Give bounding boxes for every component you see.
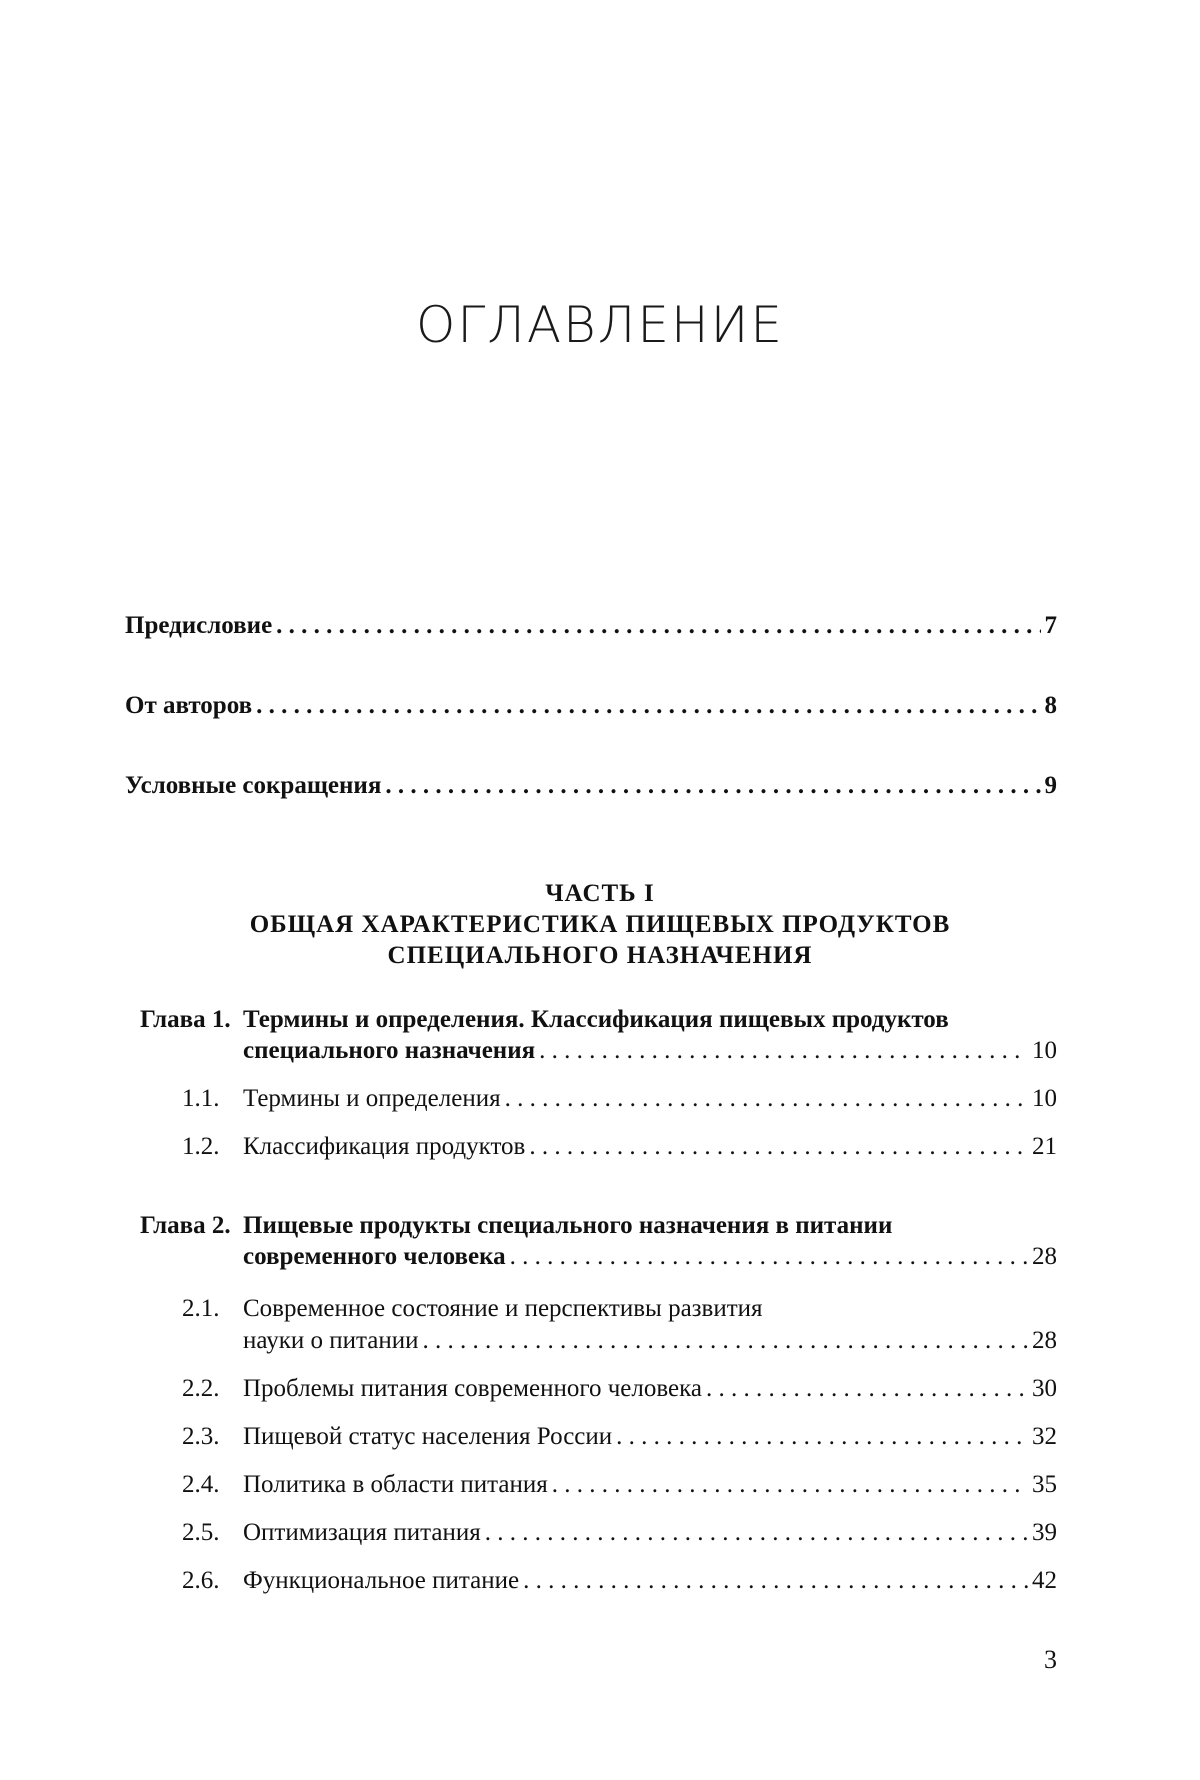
toc-entry-page: 21 — [1032, 1133, 1057, 1160]
leader-dots — [385, 770, 1040, 802]
toc-entry-page: 30 — [1032, 1375, 1057, 1402]
chapter-title-line1[interactable]: Пищевые продукты специального назначения в питании — [243, 1212, 893, 1239]
chapter-number: Глава 1. — [140, 1006, 231, 1033]
section-number: 1.2. — [182, 1133, 220, 1160]
toc-entry-page: 8 — [1044, 692, 1057, 719]
toc-entry-page: 9 — [1044, 772, 1057, 799]
toc-entry-from-authors[interactable] — [125, 690, 1057, 722]
part-title-line1: ОБЩАЯ ХАРАКТЕРИСТИКА ПИЩЕВЫХ ПРОДУКТОВ — [249, 911, 951, 938]
section-title-line1[interactable]: Современное состояние и перспективы развития — [243, 1295, 763, 1322]
leader-dots — [706, 1373, 1028, 1405]
toc-entry-page: 28 — [1032, 1327, 1057, 1354]
leader-dots — [552, 1469, 1028, 1501]
toc-entry-section-2-4[interactable] — [243, 1469, 1057, 1501]
part-number: ЧАСТЬ I — [545, 880, 655, 907]
section-number: 2.3. — [182, 1423, 220, 1450]
toc-entry-label: Проблемы питания современного человека — [243, 1375, 702, 1402]
toc-entry-label: Предисловие — [125, 612, 273, 639]
chapter-number: Глава 2. — [140, 1212, 231, 1239]
toc-entry-section-2-1[interactable] — [243, 1325, 1057, 1357]
section-number: 2.6. — [182, 1567, 220, 1594]
section-number: 1.1. — [182, 1085, 220, 1112]
leader-dots — [616, 1421, 1028, 1453]
toc-entry-label: Условные сокращения — [125, 772, 382, 799]
toc-entry-label: Пищевой статус населения России — [243, 1423, 613, 1450]
leader-dots — [422, 1325, 1028, 1357]
leader-dots — [523, 1565, 1028, 1597]
toc-entry-page: 32 — [1032, 1423, 1057, 1450]
toc-entry-label: Термины и определения — [243, 1085, 501, 1112]
toc-entry-section-1-1[interactable] — [243, 1083, 1057, 1115]
toc-entry-section-1-2[interactable] — [243, 1131, 1057, 1163]
toc-entry-label: Оптимизация питания — [243, 1519, 481, 1546]
page-title: ОГЛАВЛЕНИЕ — [416, 296, 784, 354]
toc-entry-page: 10 — [1032, 1085, 1057, 1112]
toc-entry-page: 28 — [1032, 1243, 1057, 1270]
toc-entry-section-2-2[interactable] — [243, 1373, 1057, 1405]
section-number: 2.4. — [182, 1471, 220, 1498]
chapter-title-line2: специального назначения — [243, 1037, 536, 1064]
toc-entry-label: Классификация продуктов — [243, 1133, 526, 1160]
page-number: 3 — [1044, 1645, 1057, 1674]
part-title-line2: СПЕЦИАЛЬНОГО НАЗНАЧЕНИЯ — [387, 942, 813, 969]
toc-entry-page: 7 — [1044, 612, 1057, 639]
chapter-title-line1[interactable]: Термины и определения. Классификация пищевых продуктов — [243, 1006, 949, 1033]
toc-entry-label: Функциональное питание — [243, 1567, 520, 1594]
section-number: 2.2. — [182, 1375, 220, 1402]
leader-dots — [256, 690, 1040, 722]
toc-entry-label: От авторов — [125, 692, 253, 719]
toc-entry-section-2-3[interactable] — [243, 1421, 1057, 1453]
section-number: 2.5. — [182, 1519, 220, 1546]
toc-entry-page: 39 — [1032, 1519, 1057, 1546]
leader-dots — [485, 1517, 1028, 1549]
leader-dots — [505, 1083, 1028, 1115]
toc-entry-page: 10 — [1032, 1037, 1057, 1064]
toc-entry-section-2-6[interactable] — [243, 1565, 1057, 1597]
leader-dots — [510, 1241, 1028, 1273]
toc-entry-page: 42 — [1032, 1567, 1057, 1594]
leader-dots — [276, 610, 1040, 642]
chapter-title-line2: современного человека — [243, 1243, 506, 1270]
leader-dots — [539, 1035, 1028, 1067]
toc-entry-page: 35 — [1032, 1471, 1057, 1498]
toc-entry-label: Политика в области питания — [243, 1471, 548, 1498]
section-number: 2.1. — [182, 1295, 220, 1322]
leader-dots — [529, 1131, 1028, 1163]
toc-entry-preface[interactable] — [125, 610, 1057, 642]
toc-entry-chapter-1[interactable] — [243, 1035, 1057, 1067]
section-title-line2: науки о питании — [243, 1327, 419, 1354]
toc-entry-abbreviations[interactable] — [125, 770, 1057, 802]
toc-entry-chapter-2[interactable] — [243, 1241, 1057, 1273]
toc-entry-section-2-5[interactable] — [243, 1517, 1057, 1549]
